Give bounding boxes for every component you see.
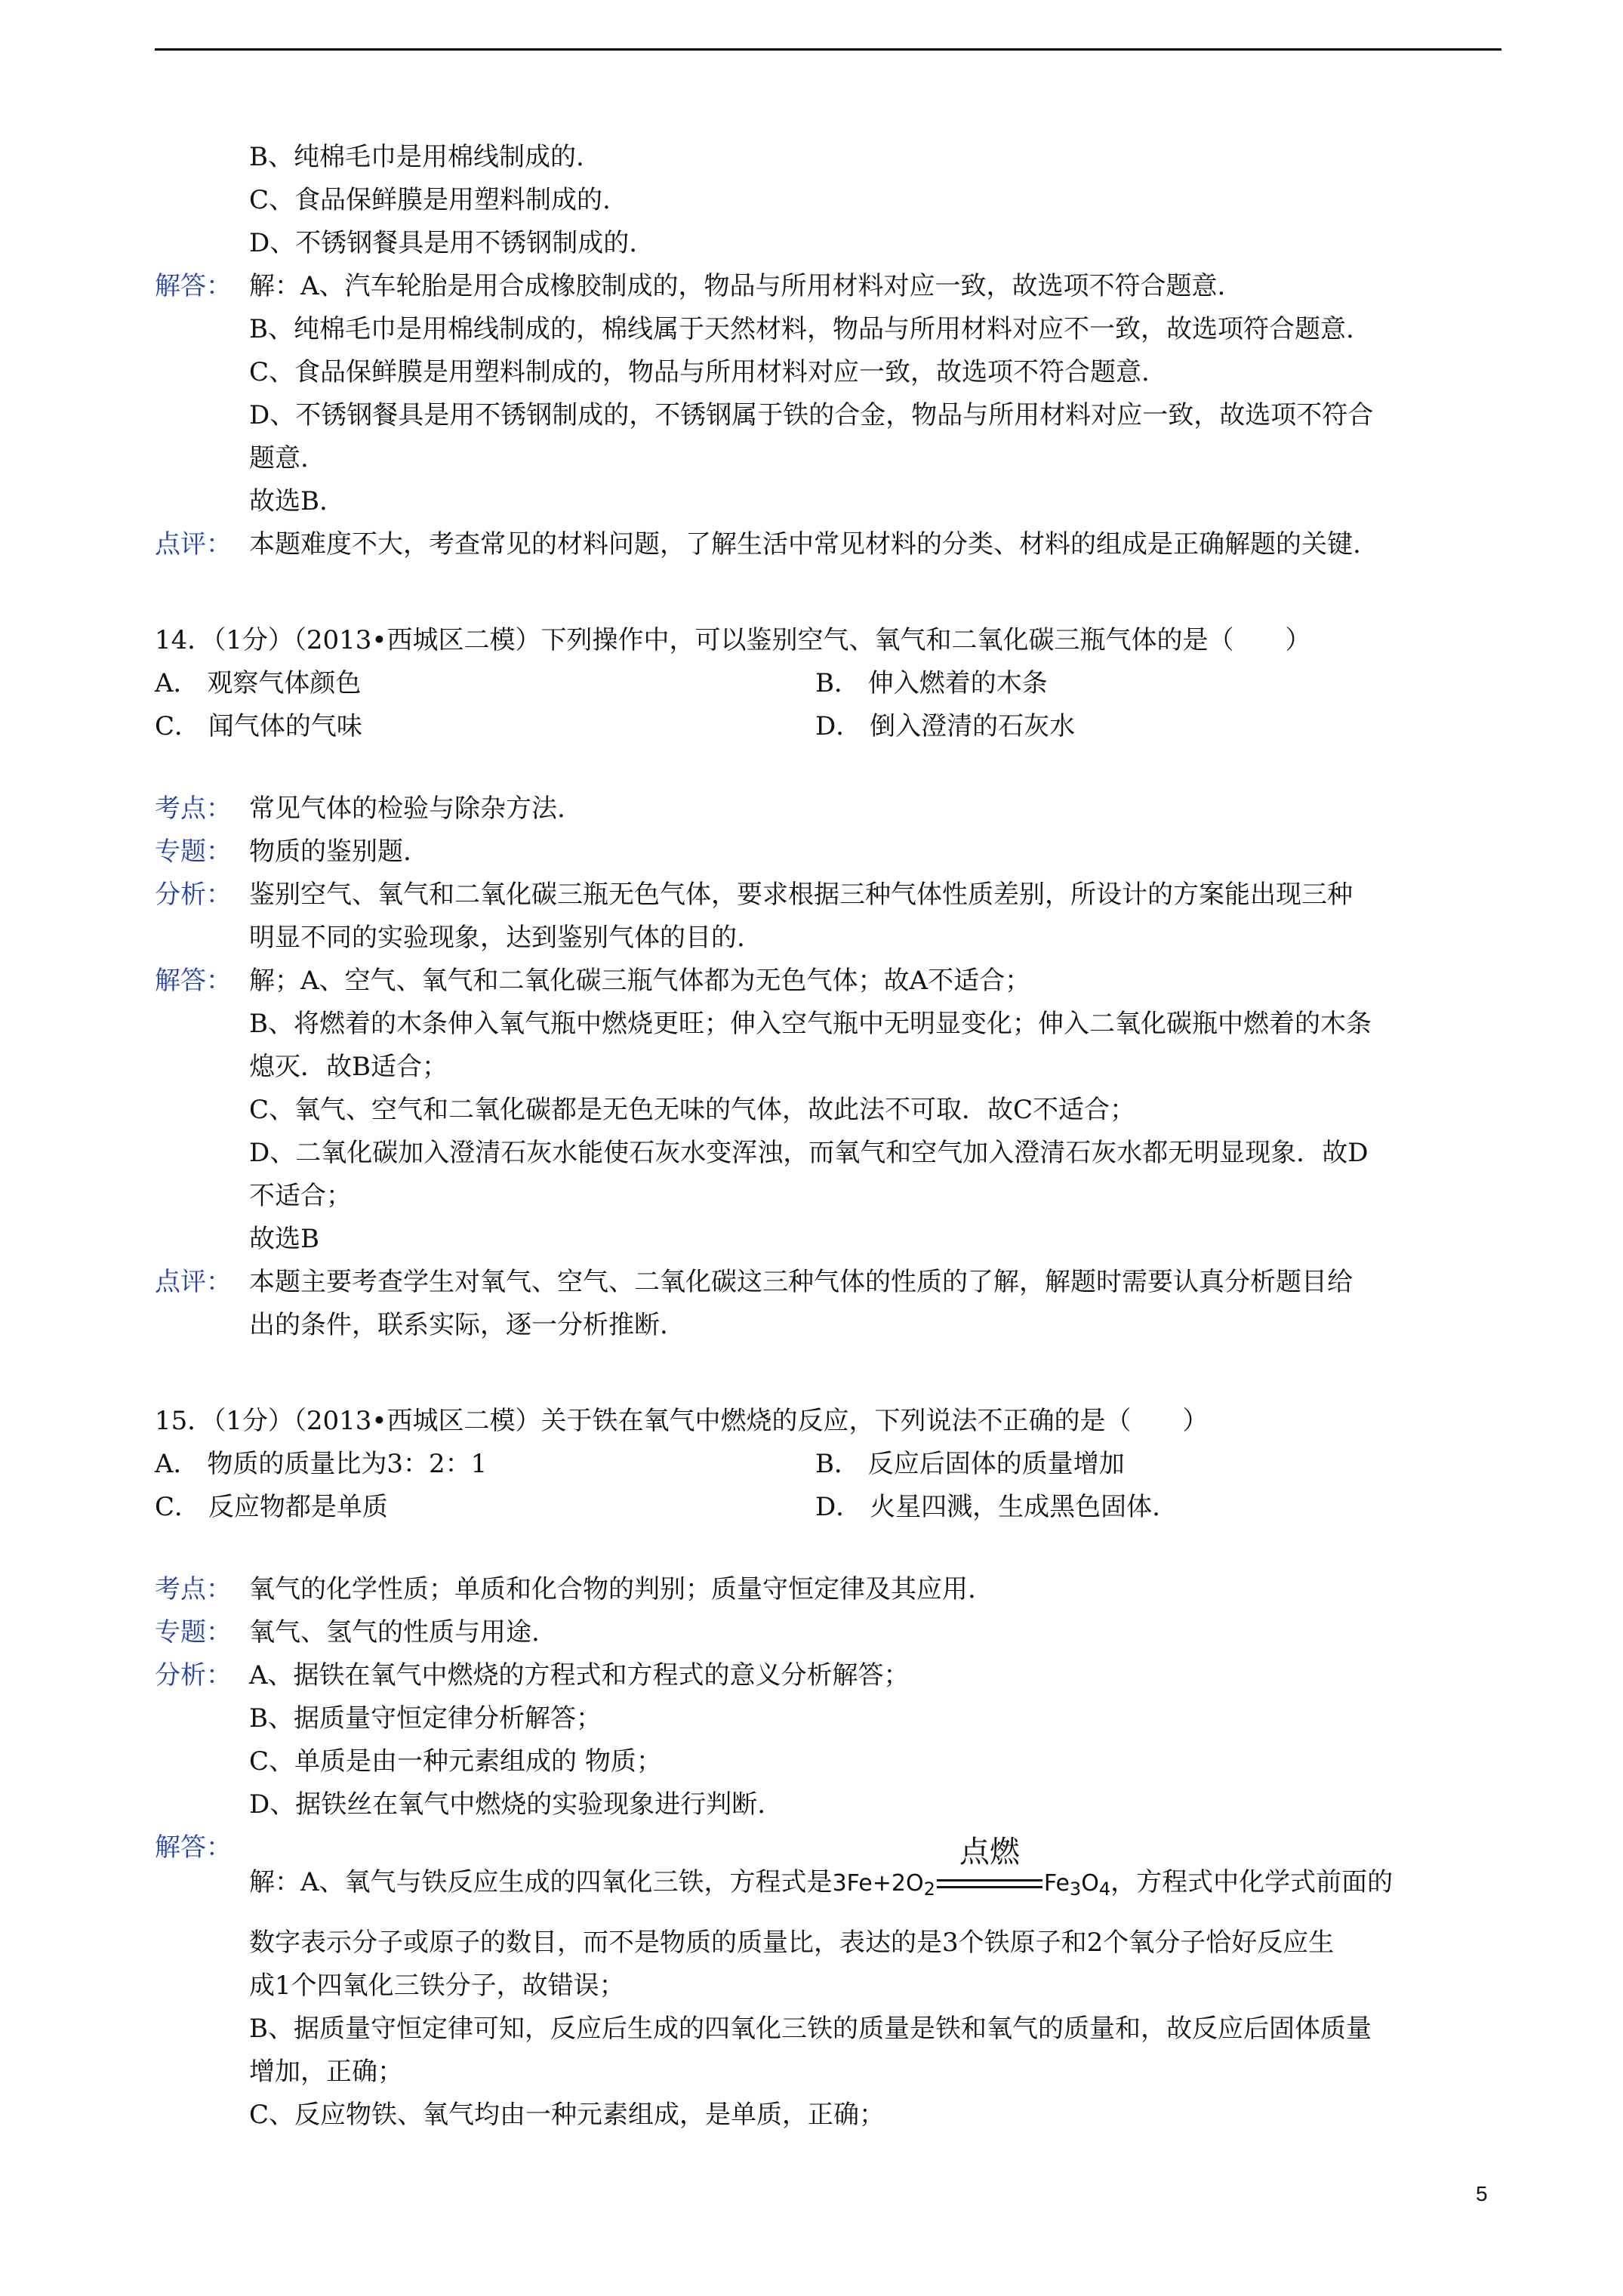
comment-text: 本题难度不大，考查常见的材料问题，了解生活中常见材料的分类、材料的组成是正确解题的关键.: [249, 529, 1361, 559]
reaction-arrow: [935, 1835, 1044, 1904]
page-content: [155, 136, 1502, 2137]
answer-line: D、不锈钢餐具是用不锈钢制成的，不锈钢属于铁的合金，物品与所用材料对应一致，故选项不符合: [249, 400, 1374, 430]
answer-text: ，方程式中化学式前面的: [1110, 1867, 1394, 1897]
answer-line: 题意.: [249, 443, 309, 473]
answer-line: 故选B.: [249, 486, 328, 516]
q14-fenxi: [155, 874, 1502, 960]
answer-line: B、纯棉毛巾是用棉线制成的，棉线属于天然材料，物品与所用材料对应不一致，故选项符合题意.: [249, 314, 1354, 344]
answer-label: 解答：: [155, 966, 232, 996]
q14-comment: [155, 1261, 1502, 1347]
q15-option-d: D． 火星四溅，生成黑色固体.: [815, 1492, 1160, 1522]
answer-label: 解答：: [155, 1832, 232, 1863]
q15-options: [155, 1443, 1502, 1529]
answer-line: C、食品保鲜膜是用塑料制成的，物品与所用材料对应一致，故选项不符合题意.: [249, 357, 1150, 387]
zhuanti-label: 专题：: [155, 837, 232, 867]
fenxi-line: 明显不同的实验现象，达到鉴别气体的目的.: [249, 923, 745, 953]
answer-line: C、氧气、空气和二氧化碳都是无色无味的气体，故此法不可取．故C不适合；: [249, 1095, 1136, 1125]
q14-zhuanti: [155, 831, 1502, 874]
q14-question: 14．（1分）（2013•西城区二模）下列操作中，可以鉴别空气、氧气和二氧化碳三瓶气体的是（ ）: [155, 625, 1311, 655]
answer-line: 不适合；: [249, 1181, 352, 1211]
q14-option-b: B． 伸入燃着的木条: [815, 668, 1048, 698]
q14-option-d: D． 倒入澄清的石灰水: [815, 711, 1076, 741]
comment-line: 出的条件，联系实际，逐一分析推断.: [249, 1310, 668, 1340]
q15-answer: [155, 1826, 1502, 1911]
product-text: Fe: [1043, 1870, 1070, 1897]
q14-option-a: A． 观察气体颜色: [155, 668, 362, 698]
double-line: [937, 1879, 1042, 1888]
q15-question: 15．（1分）（2013•西城区二模）关于铁在氧气中燃烧的反应，下列说法不正确的是（ ）: [155, 1406, 1209, 1436]
q14-options: [155, 662, 1502, 748]
fenxi-line: B、据质量守恒定律分析解答；: [249, 1703, 602, 1734]
q13-comment: [155, 523, 1502, 566]
q15-fenxi: [155, 1654, 1502, 1826]
header-rule: [155, 48, 1501, 51]
answer-line: C、反应物铁、氧气均由一种元素组成，是单质，正确；: [249, 2100, 885, 2130]
q13-option-b: B、纯棉毛巾是用棉线制成的.: [249, 142, 584, 172]
answer-line: D、二氧化碳加入澄清石灰水能使石灰水变浑浊，而氧气和空气加入澄清石灰水都无明显现象．故D: [249, 1138, 1369, 1168]
subscript: 4: [1098, 1878, 1111, 1900]
answer-line: 熄灭．故B适合；: [249, 1052, 448, 1082]
q15-zhuanti: [155, 1611, 1502, 1654]
subscript: 3: [1069, 1878, 1082, 1900]
chem-product: [1043, 1870, 1111, 1900]
q15-option-c: C． 反应物都是单质: [155, 1492, 388, 1522]
q13-answer: [155, 265, 1502, 523]
answer-line: 解；A、空气、氧气和二氧化碳三瓶气体都为无色气体；故A不适合；: [249, 966, 1031, 996]
kaodian-text: 常见气体的检验与除杂方法.: [249, 794, 565, 824]
comment-label: 点评：: [155, 529, 232, 559]
product-text: O: [1081, 1870, 1099, 1897]
comment-line: 本题主要考查学生对氧气、空气、二氧化碳这三种气体的性质的了解，解题时需要认真分析题目给: [249, 1267, 1353, 1297]
zhuanti-text: 氧气、氢气的性质与用途.: [249, 1617, 540, 1647]
answer-line: B、据质量守恒定律可知，反应后生成的四氧化三铁的质量是铁和氧气的质量和，故反应后固体质量: [249, 2014, 1372, 2044]
subscript: 2: [923, 1878, 935, 1900]
comment-label: 点评：: [155, 1267, 232, 1297]
answer-line: 成1个四氧化三铁分子，故错误；: [249, 1971, 625, 2001]
answer-equation-line: [249, 1835, 1502, 1911]
fenxi-label: 分析：: [155, 880, 232, 910]
page-number: 5: [1476, 2182, 1488, 2205]
zhuanti-text: 物质的鉴别题.: [249, 837, 411, 867]
fenxi-line: C、单质是由一种元素组成的 物质；: [249, 1746, 662, 1777]
answer-line: B、将燃着的木条伸入氧气瓶中燃烧更旺；伸入空气瓶中无明显变化；伸入二氧化碳瓶中燃着的木条: [249, 1009, 1372, 1039]
reaction-condition: 点燃: [959, 1835, 1020, 1869]
q13-option-c: C、食品保鲜膜是用塑料制成的.: [249, 185, 611, 215]
fenxi-label: 分析：: [155, 1660, 232, 1690]
q15-option-b: B． 反应后固体的质量增加: [815, 1449, 1125, 1479]
q14-option-c: C． 闻气体的气味: [155, 711, 362, 741]
q13-option-d: D、不锈钢餐具是用不锈钢制成的.: [249, 228, 638, 258]
answer-line: 数字表示分子或原子的数目，而不是物质的质量比，表达的是3个铁原子和2个氧分子恰好反应生: [249, 1928, 1335, 1958]
fenxi-line: A、据铁在氧气中燃烧的方程式和方程式的意义分析解答；: [249, 1660, 910, 1690]
q14-answer: [155, 960, 1502, 1261]
answer-line: 增加，正确；: [249, 2057, 403, 2087]
q15-option-a: A． 物质的质量比为3：2：1: [155, 1449, 488, 1479]
answer-text: 解：A、氧气与铁反应生成的四氧化三铁，方程式是: [249, 1867, 833, 1897]
reactants-text: 3Fe+2O: [832, 1870, 924, 1897]
zhuanti-label: 专题：: [155, 1617, 232, 1647]
kaodian-label: 考点：: [155, 1574, 232, 1604]
kaodian-text: 氧气的化学性质；单质和化合物的判别；质量守恒定律及其应用.: [249, 1574, 976, 1604]
answer-label: 解答：: [155, 271, 232, 301]
q14-kaodian: [155, 787, 1502, 831]
q15-kaodian: [155, 1568, 1502, 1611]
kaodian-label: 考点：: [155, 794, 232, 824]
fenxi-line: D、据铁丝在氧气中燃烧的实验现象进行判断.: [249, 1789, 766, 1820]
answer-line: 故选B: [249, 1224, 319, 1254]
fenxi-line: 鉴别空气、氧气和二氧化碳三瓶无色气体，要求根据三种气体性质差别，所设计的方案能出现三种: [249, 880, 1353, 910]
chem-reactants: [832, 1870, 935, 1900]
answer-line: 解：A、汽车轮胎是用合成橡胶制成的，物品与所用材料对应一致，故选项不符合题意.: [249, 271, 1226, 301]
